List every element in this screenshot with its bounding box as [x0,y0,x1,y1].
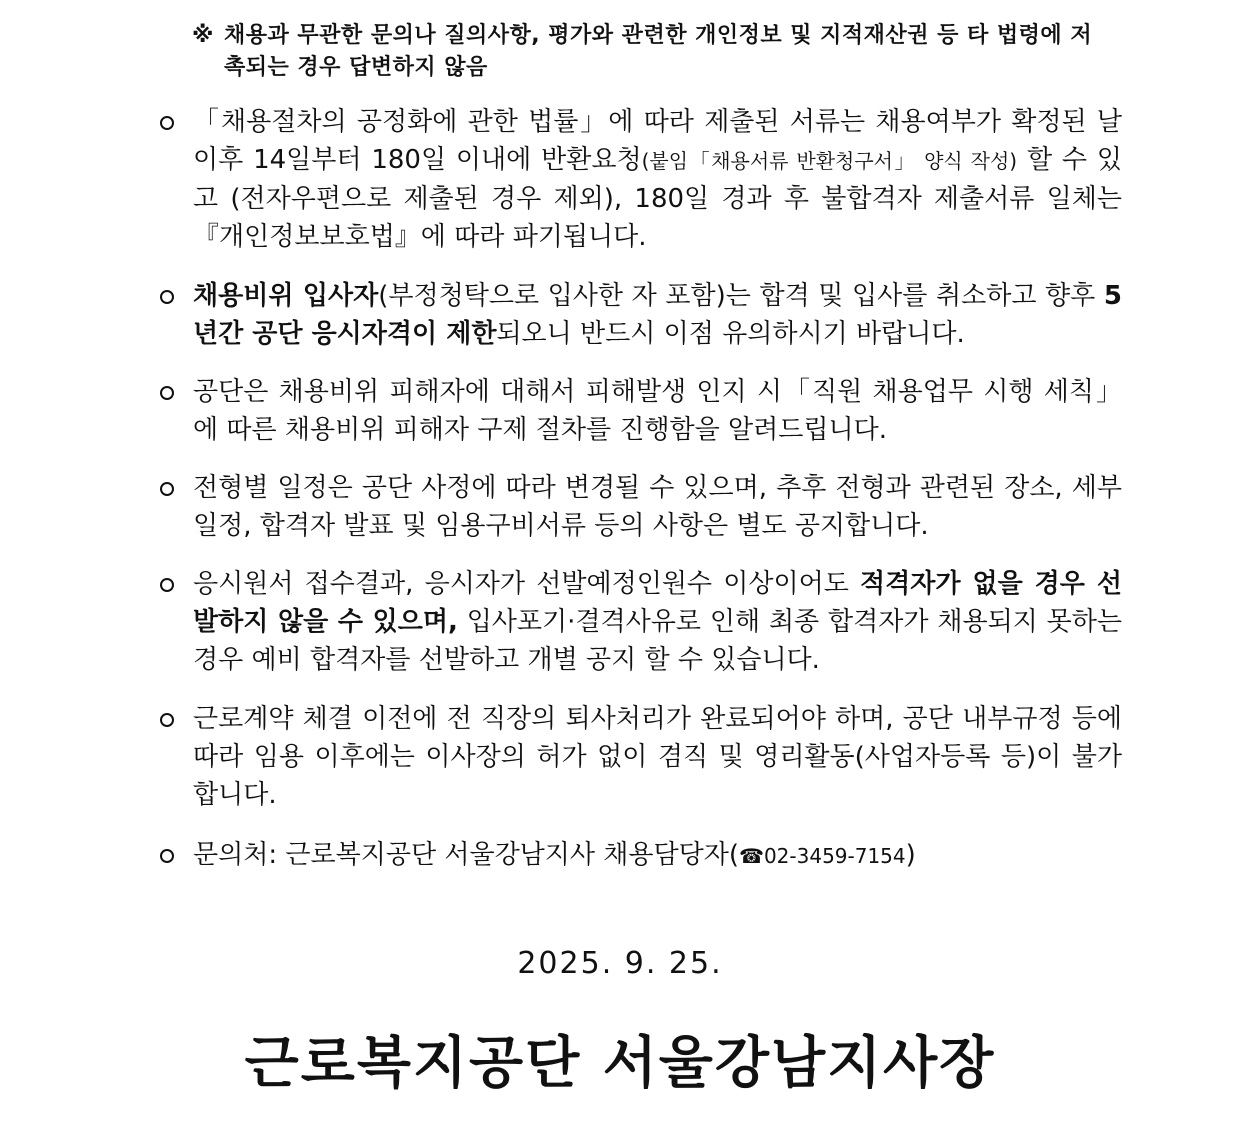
notice-remark [192,20,1122,84]
item-text: 전형별 일정은 공단 사정에 따라 변경될 수 있으며, 추후 전형과 관련된 장소, 세부 일정, 합격자 발표 및 임용구비서류 등의 사항은 별도 공지합니다. [193,473,1122,541]
item-text: 되오니 반드시 이점 유의하시기 바랍니다. [496,319,965,349]
circle-bullet-icon [160,849,174,863]
document-date: 2025. 9. 25. [517,946,723,981]
reference-mark: ※ [192,23,214,48]
item-text: (부정청탁으로 입사한 자 포함)는 합격 및 입사를 취소하고 향후 [378,281,1104,311]
circle-bullet-icon [160,386,174,400]
list-item-victim-relief [160,373,1122,449]
item-emphasis: 5년간 공단 응시자격이 제한 [193,281,1122,349]
remark-line-1: 채용과 무관한 문의나 질의사항, 평가와 관련한 개인정보 및 지적재산권 등 타 법령에 저 [224,23,1093,48]
list-item-selection [160,565,1122,679]
list-item-document-return [160,103,1122,256]
phone-icon: ☎ [739,844,764,868]
item-emphasis: 채용비위 입사자 [193,281,379,311]
item-attachment-note: (붙임「채용서류 반환청구서」 양식 작성) [641,149,1018,173]
item-text: 문의처: 근로복지공단 서울강남지사 채용담당자( [193,840,740,870]
circle-bullet-icon [160,290,174,304]
circle-bullet-icon [160,116,174,130]
item-text: 할 수 있고 (전자우편으로 제출된 경우 제외), 180일 경과 후 불합격자 제출서류 일체는『개인정보보호법』에 따라 파기됩니다. [193,145,1122,252]
item-text: ) [905,840,916,870]
circle-bullet-icon [160,713,174,727]
list-item-schedule [160,469,1122,545]
phone-number: 02-3459-7154 [763,844,906,868]
list-item-contact [160,836,1122,875]
list-item-hiring-misconduct [160,277,1122,353]
circle-bullet-icon [160,578,174,592]
item-text: 「채용절차의 공정화에 관한 법률」에 따라 제출된 서류는 채용여부가 확정된 날 이후 14일부터 180일 이내에 반환요청 [193,107,1122,175]
circle-bullet-icon [160,482,174,496]
remark-line-2: 촉되는 경우 답변하지 않음 [224,55,488,80]
item-text: 응시원서 접수결과, 응시자가 선발예정인원수 이상이어도 [193,569,861,599]
item-text: 공단은 채용비위 피해자에 대해서 피해발생 인지 시「직원 채용업무 시행 세칙」에 따른 채용비위 피해자 구제 절차를 진행함을 알려드립니다. [193,377,1122,445]
list-item-employment-contract [160,700,1122,814]
item-text: 근로계약 체결 이전에 전 직장의 퇴사처리가 완료되어야 하며, 공단 내부규정 등에 따라 임용 이후에는 이사장의 허가 없이 겸직 및 영리활동(사업자등록 등)이 불가합니다. [193,704,1122,810]
item-emphasis: 적격자가 없을 경우 선발하지 않을 수 있으며, [193,569,1122,637]
item-text: 입사포기·결격사유로 인해 최종 합격자가 채용되지 못하는 경우 예비 합격자를 선발하고 개별 공지 할 수 있습니다. [193,607,1123,675]
issuer-signature-line: 근로복지공단 서울강남지사장 [244,1031,996,1096]
